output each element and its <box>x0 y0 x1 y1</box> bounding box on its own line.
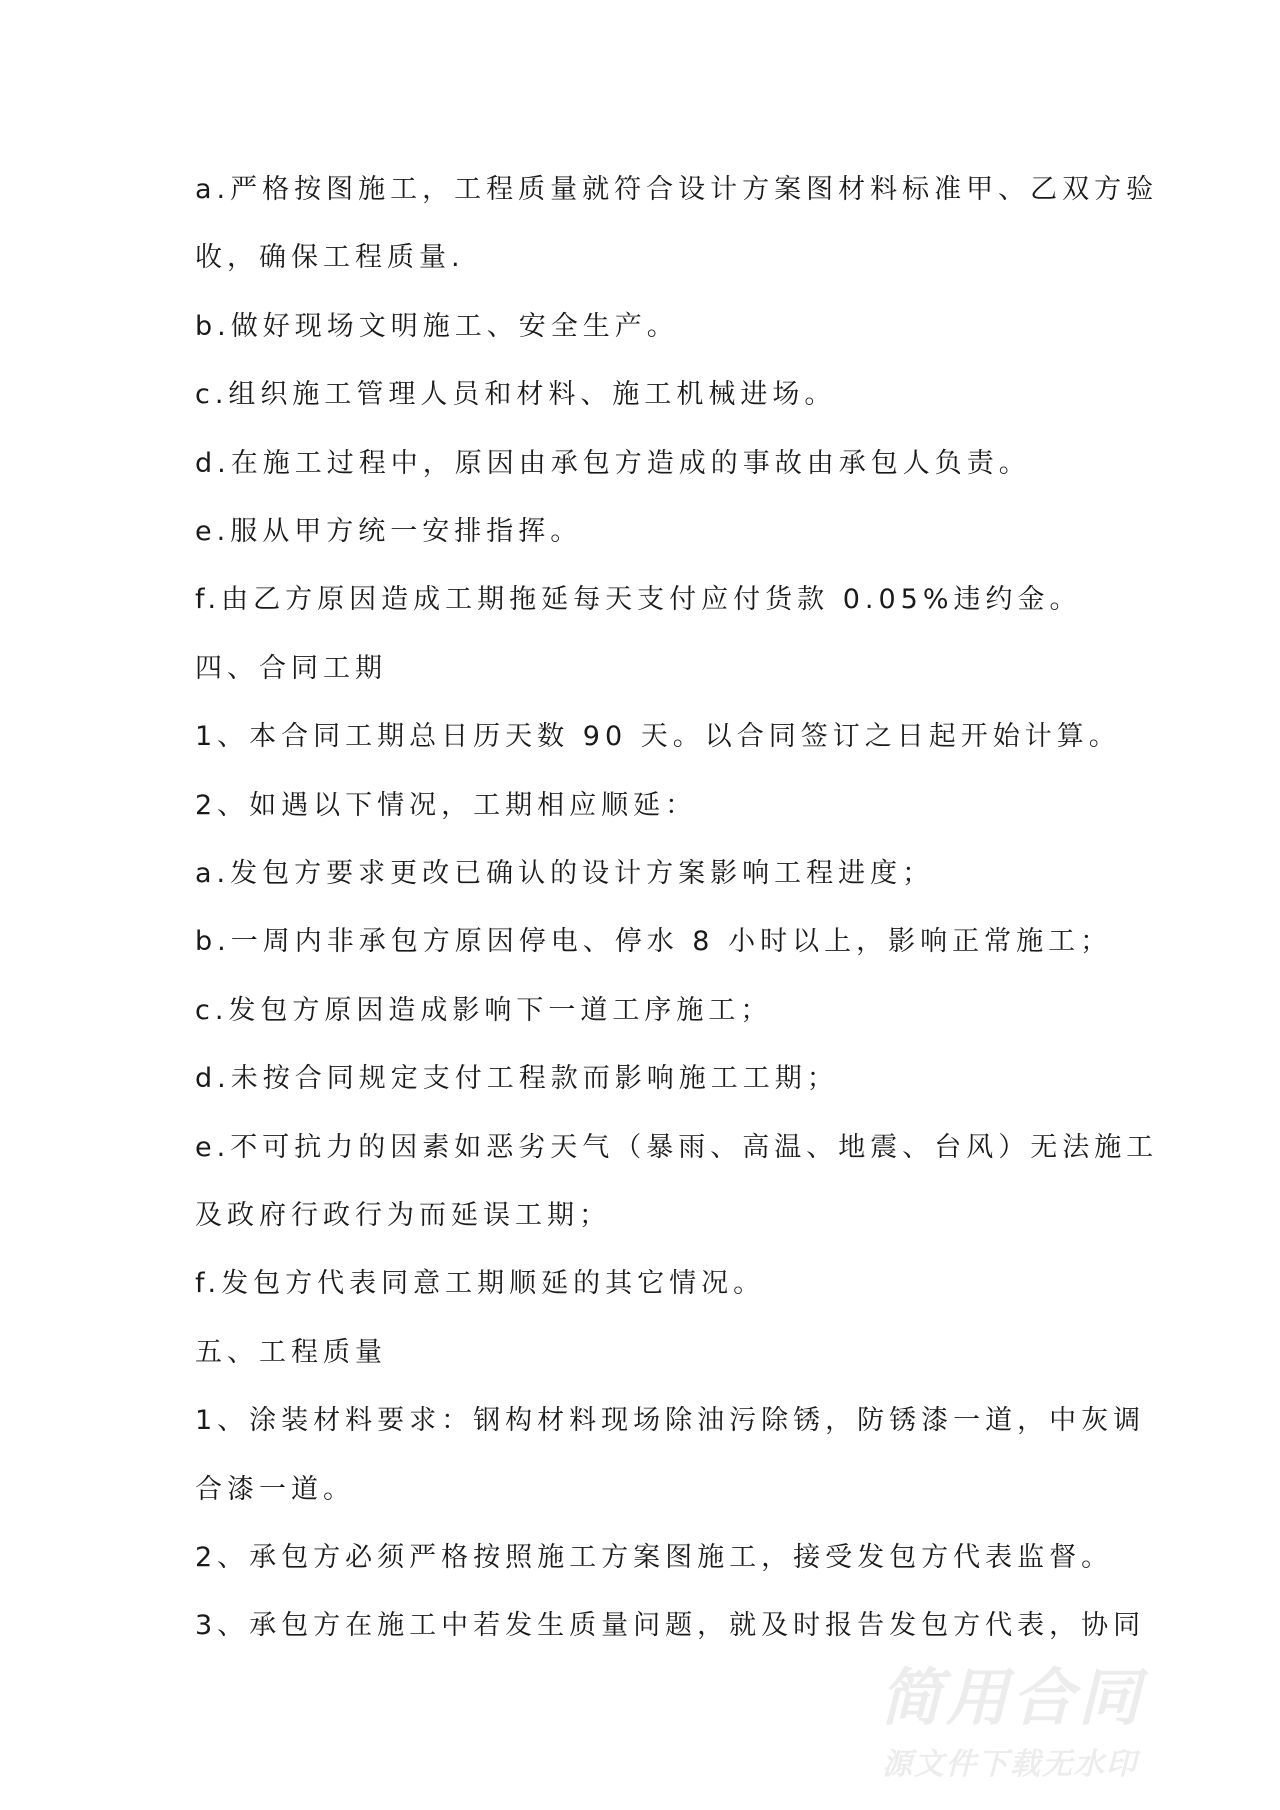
paragraph-line: d.未按合同规定支付工程款而影响施工工期； <box>195 1063 839 1095</box>
paragraph-line: 收，确保工程质量. <box>195 242 465 274</box>
paragraph-line: 合漆一道。 <box>195 1473 355 1505</box>
paragraph-line: b.一周内非承包方原因停电、停水 8 小时以上，影响正常施工； <box>195 926 1113 958</box>
paragraph-line: e.不可抗力的因素如恶劣天气（暴雨、高温、地震、台风）无法施工 <box>195 1131 1159 1163</box>
paragraph-line: f.由乙方原因造成工期拖延每天支付应付货款 0.05%违约金。 <box>195 584 1082 616</box>
paragraph-line: a.严格按图施工，工程质量就符合设计方案图材料标准甲、乙双方验 <box>195 174 1159 205</box>
paragraph-line: 1、本合同工期总日历天数 90 天。以合同签订之日起开始计算。 <box>195 721 1121 753</box>
paragraph-line: 2、如遇以下情况，工期相应顺延： <box>195 789 698 821</box>
paragraph-line: 及政府行政行为而延误工期； <box>195 1200 611 1231</box>
paragraph-line: 四、合同工期 <box>195 652 387 684</box>
paragraph-line: c.发包方原因造成影响下一道工序施工； <box>195 994 773 1026</box>
paragraph-line: c.组织施工管理人员和材料、施工机械进场。 <box>195 379 837 411</box>
paragraph-line: e.服从甲方统一安排指挥。 <box>195 516 583 547</box>
paragraph-line: 2、承包方必须严格按照施工方案图施工，接受发包方代表监督。 <box>195 1542 1114 1573</box>
paragraph-line: b.做好现场文明施工、安全生产。 <box>195 310 679 342</box>
paragraph-line: f.发包方代表同意工期顺延的其它情况。 <box>195 1268 766 1300</box>
watermark-subtitle: 源文件下载无水印 <box>882 1747 1138 1782</box>
paragraph-line: 1、涂装材料要求：钢构材料现场除油污除锈，防锈漆一道，中灰调 <box>195 1405 1146 1437</box>
paragraph-line: 五、工程质量 <box>195 1336 387 1368</box>
paragraph-line: 3、承包方在施工中若发生质量问题，就及时报告发包方代表，协同 <box>195 1610 1146 1642</box>
paragraph-line: d.在施工过程中，原因由承包方造成的事故由承包人负责。 <box>195 447 1031 479</box>
paragraph-line: a.发包方要求更改已确认的设计方案影响工程进度； <box>195 858 935 889</box>
watermark-logo: 简用合同 <box>880 1661 1145 1734</box>
